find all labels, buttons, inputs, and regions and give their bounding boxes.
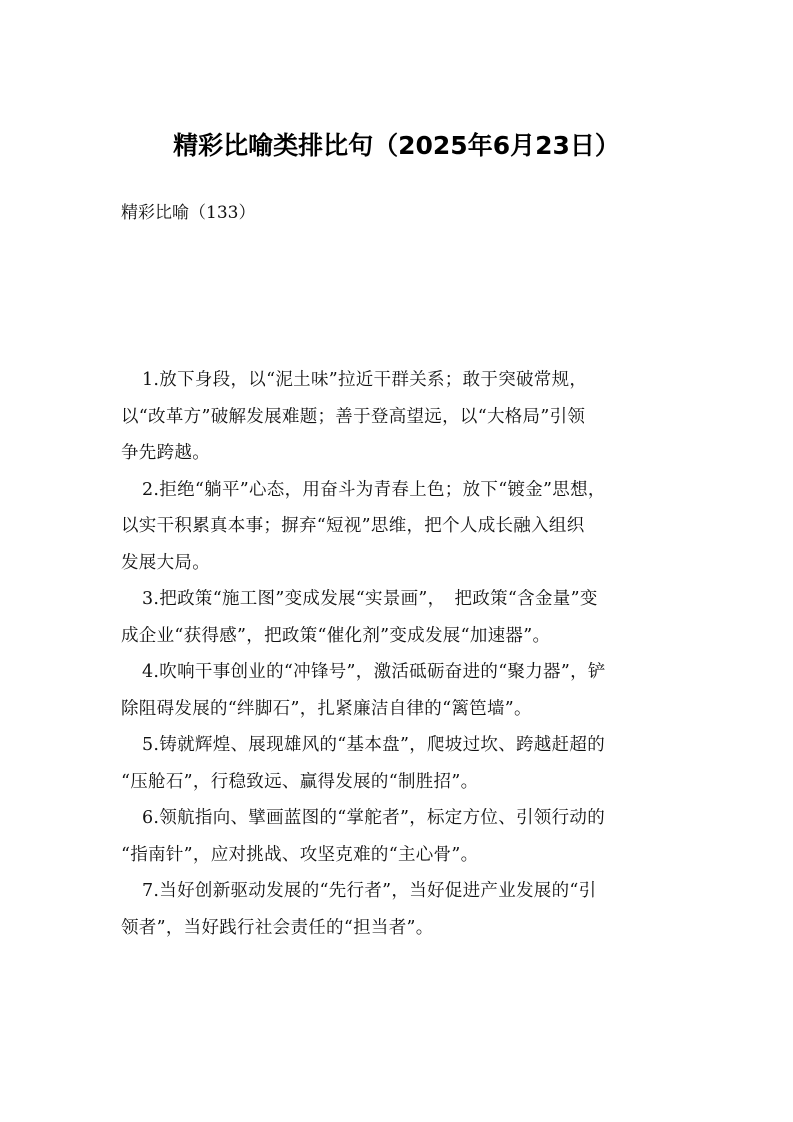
paragraph-3: 3.把政策“施工图”变成发展“实景画”， 把政策“含金量”变 成企业“获得感”，把政策“催化剂”变成发展“加速器”。 (121, 589, 598, 646)
paragraph-1: 1.放下身段，以“泥土味”拉近干群关系；敢于突破常规， 以“改革方”破解发展难题；善于登高望远，以“大格局”引领 争先跨越。 (121, 370, 588, 463)
paragraph-2: 2.拒绝“躺平”心态，用奋斗为青春上色；放下“镀金”思想， 以实干积累真本事；摒弃“短视”思维，把个人成长融入组织 发展大局。 (121, 479, 606, 573)
paragraph-list (121, 362, 675, 946)
paragraph-5: 5.铸就辉煌、展现雄风的“基本盘”，爬坡过坎、跨越赶超的 “压舱石”，行稳致远、赢得发展的“制胜招”。 (121, 735, 605, 792)
paragraph-4: 4.吹响干事创业的“冲锋号”，激活砥砺奋进的“聚力器”，铲 除阻碍发展的“绊脚石”，扎紧廉洁自律的“篱笆墙”。 (121, 662, 606, 719)
paragraph-7: 7.当好创新驱动发展的“先行者”，当好促进产业发展的“引 领者”，当好践行社会责任的“担当者”。 (121, 881, 597, 938)
document-subtitle: 精彩比喻（133） (121, 203, 256, 223)
paragraph-6: 6.领航指向、擘画蓝图的“掌舵者”，标定方位、引领行动的 “指南针”，应对挑战、攻坚克难的“主心骨”。 (121, 808, 605, 865)
document-title: 精彩比喻类排比句（2025年6月23日） (173, 131, 620, 160)
